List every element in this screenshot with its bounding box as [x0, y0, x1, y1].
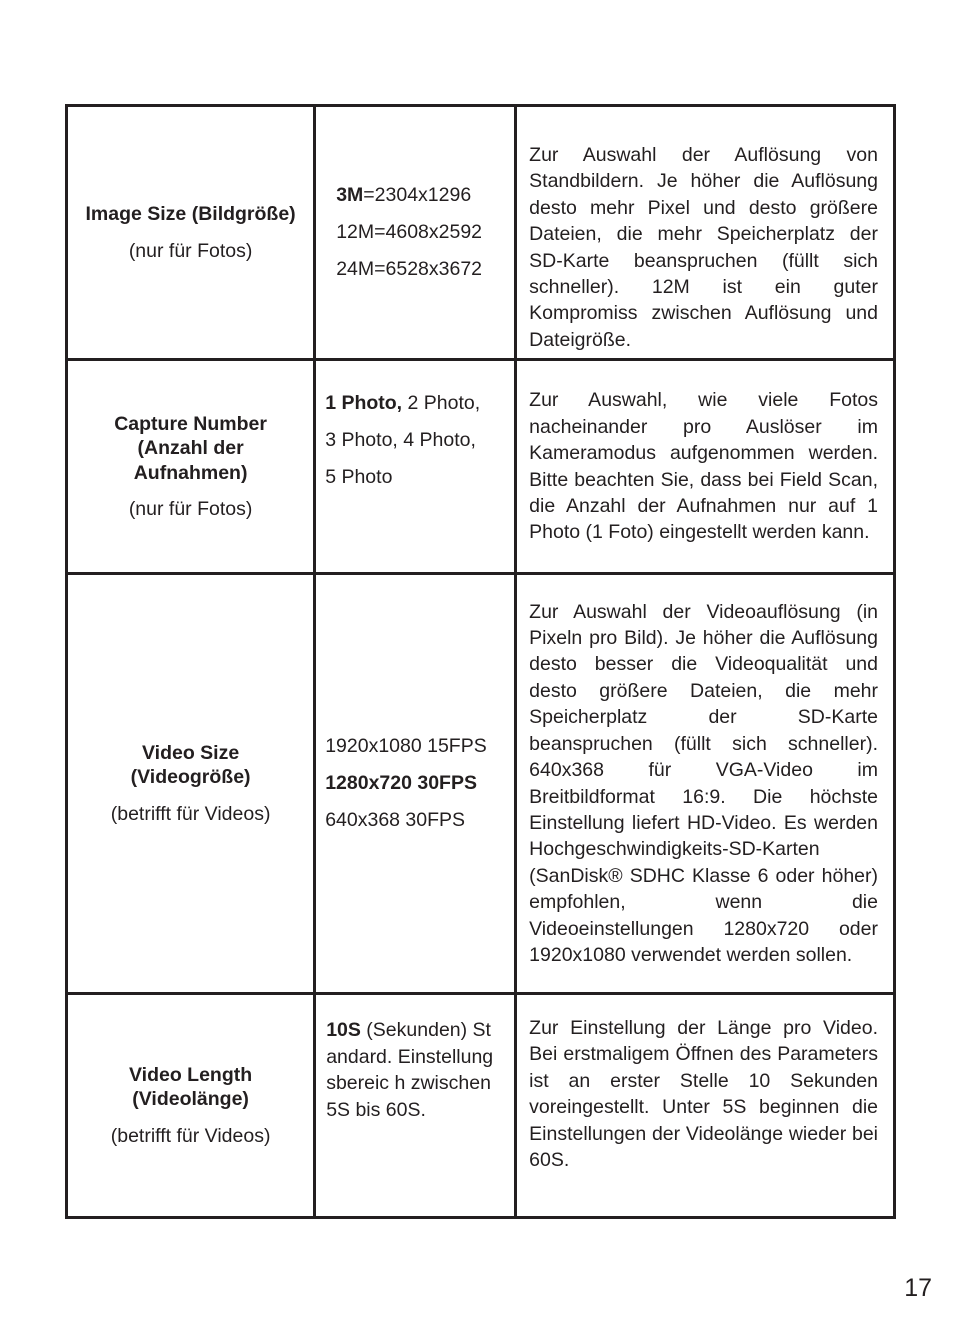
setting-description: Zur Auswahl der Videoauflösung (in Pixeln pro Bild). Je höher die Auflösung desto besser die Videoqualität und desto größere Dateien, die mehr Speicherplatz der SD-Karte beanspruchen (füllt sich schneller). 640x368 für VGA-Video im Breitbildformat 16:9. Die höchste Einstellung liefert HD-Video. Es werden Hochgeschwindigkeits-SD-Karten (SanDisk® SDHC Klasse 6 oder höher) empfohlen, wenn die Videoeinstellungen 1280x720 oder 1920x1080 verwendet werden sollen. — [529, 600, 878, 966]
setting-options-cell — [315, 360, 516, 574]
table-row-video-size — [67, 574, 895, 994]
option-item: 1280x720 30FPS — [325, 772, 477, 794]
setting-options-cell — [315, 106, 516, 360]
setting-description-cell — [516, 994, 895, 1218]
setting-name-cell — [67, 106, 315, 360]
setting-name: Video Length (Videolänge) — [129, 1063, 253, 1111]
setting-description: Zur Einstellung der Länge pro Video. Bei erstmaligem Öffnen des Parameters ist an erster Stelle 10 Sekunden voreingestellt. Unter 5S beginnen die Einstellungen der Videolänge wieder bei 60S. — [529, 1017, 878, 1172]
table-row-video-length — [67, 994, 895, 1218]
setting-name: Capture Number (Anzahl der Aufnahmen) — [114, 412, 267, 484]
option-text: 10S (Sekunden) Standard. Einstellungsbereic h zwischen 5S bis 60S. — [326, 1019, 494, 1121]
setting-name: Video Size (Videogröße) — [130, 741, 251, 789]
setting-name: Image Size (Bildgröße) — [85, 203, 296, 225]
table-row-image-size — [67, 106, 895, 360]
setting-scope: (nur für Fotos) — [128, 239, 253, 262]
setting-options-cell — [315, 574, 516, 994]
setting-name-cell — [67, 994, 315, 1218]
option-item: 1 Photo, 2 Photo, — [325, 392, 481, 414]
option-item: 1920x1080 15FPS — [325, 735, 487, 757]
option-item: 12M=4608x2592 — [336, 221, 483, 243]
option-item: 3M=2304x1296 — [336, 184, 472, 206]
option-list — [316, 361, 514, 496]
page-number: 17 — [904, 1274, 932, 1302]
settings-table — [65, 104, 896, 1219]
setting-description: Zur Auswahl der Auflösung von Standbildern. Je höher die Auflösung desto mehr Pixel und desto größere Dateien, die mehr Speicherplatz der SD-Karte beanspruchen (füllt sich schneller). 12M ist ein guter Kompromiss zwischen Auflösung und Dateigröße. — [529, 143, 878, 351]
setting-description-cell — [516, 360, 895, 574]
setting-scope: (nur für Fotos) — [128, 498, 253, 520]
setting-scope: (betrifft für Videos) — [110, 1124, 271, 1147]
setting-description-cell — [516, 106, 895, 360]
option-item: 24M=6528x3672 — [336, 258, 483, 280]
setting-name-cell — [67, 360, 315, 574]
option-list — [316, 728, 514, 839]
setting-description: Zur Auswahl, wie viele Fotos nacheinander pro Auslöser im Kameramodus aufgenommen werden. Bitte beachten Sie, dass bei Field Scan, die Anzahl der Aufnahmen nur auf 1 Photo (1 Foto) eingestellt werden kann. — [529, 389, 878, 544]
setting-scope: (betrifft für Videos) — [110, 802, 271, 825]
setting-options-cell — [315, 994, 516, 1218]
table-row-capture-number — [67, 360, 895, 574]
option-list — [316, 177, 514, 288]
option-item: 5 Photo — [325, 466, 393, 488]
setting-name-cell — [67, 574, 315, 994]
option-item: 3 Photo, 4 Photo, — [325, 429, 476, 451]
setting-description-cell — [516, 574, 895, 994]
option-item: 640x368 30FPS — [325, 809, 466, 831]
